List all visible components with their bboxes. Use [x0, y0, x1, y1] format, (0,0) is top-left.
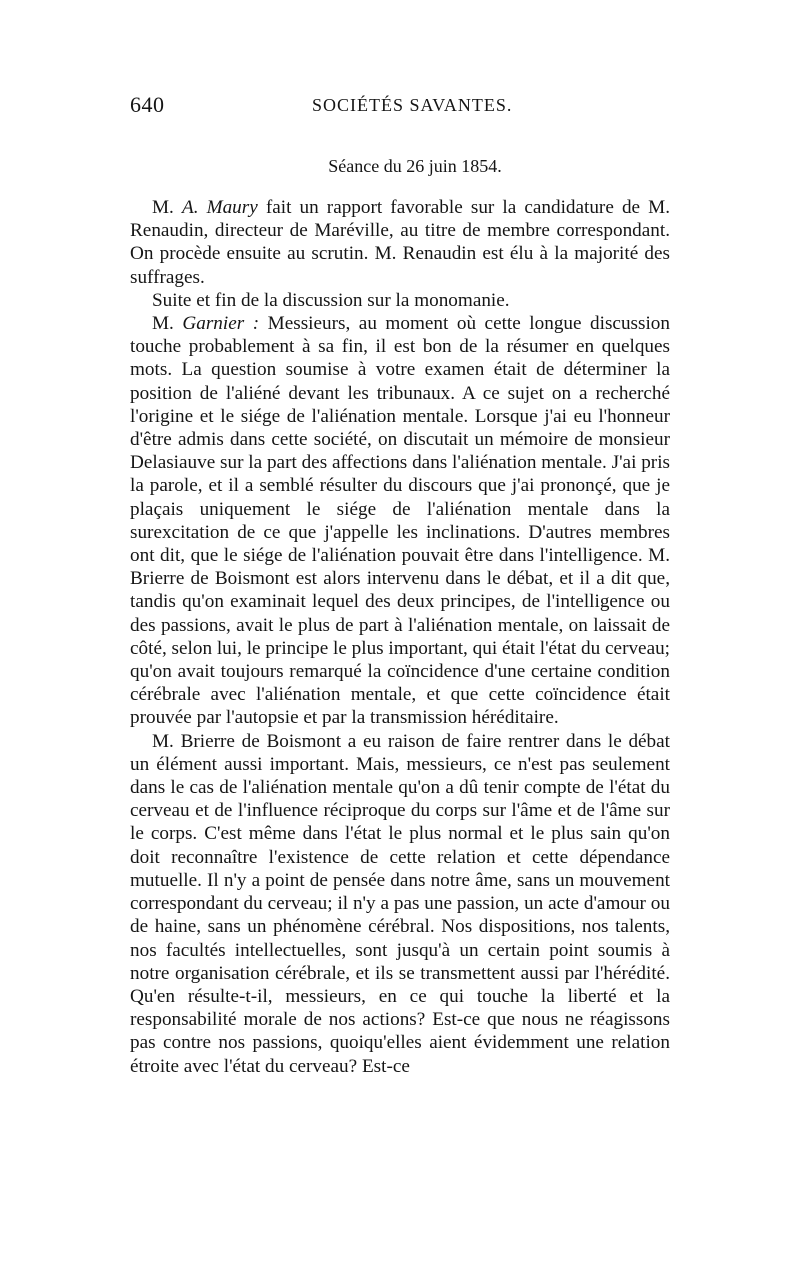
speaker-name: A. Maury: [181, 197, 258, 218]
paragraph-text: Suite et fin de la discussion sur la monomanie.: [152, 289, 510, 311]
paragraph-text: fait un rapport favorable sur la candidature de M. Renaudin, directeur de Maréville, au titre de membre correspondant. On procède ensuite au scrutin. M. Renaudin est élu à la majorité des suffrages.: [130, 197, 671, 288]
page-header: [130, 92, 670, 122]
session-title: Séance du 26 juin 1854.: [328, 156, 502, 176]
running-head: SOCIÉTÉS SAVANTES.: [312, 95, 513, 115]
speaker-prefix: M.: [152, 197, 182, 218]
paragraph-discussion-topic: [130, 289, 670, 312]
speaker-name: Garnier :: [182, 313, 260, 335]
paragraph-text: Messieurs, au moment où cette longue discussion touche probablement à sa fin, il est bon de la résumer en quelques mots. La question soumise à votre examen était de déterminer la position de l'aliéné devant les tribunaux. A ce sujet on a recherché l'origine et le siége de l'aliénation mentale. Lorsque j'ai eu l'honneur d'être admis dans cette société, on discutait un mémoire de monsieur Delasiauve sur la part des affections dans l'aliénation mentale. J'ai pris la parole, et il a semblé résulter du discours que j'ai prononçé, que je plaçais uniquement le siége de l'aliénation mentale dans la surexcitation de ce que j'appelle les inclinations. D'autres membres ont dit, que le siége de l'aliénation pouvait être dans l'intelligence. M. Brierre de Boismont est alors intervenu dans le débat, et il a dit que, tandis qu'on examinait lequel des deux principes, de l'intelligence ou des passions, avait le plus de part à l'aliénation mentale, on laissait de côté, selon lui, le principe le plus important, qui était l'état du cerveau; qu'on avait toujours remarqué la coïncidence d'une certaine condition cérébrale avec l'aliénation mentale, et que cette coïncidence était prouvée par l'autopsie et par la transmission héréditaire.: [130, 313, 671, 729]
paragraph-maury-report: [130, 196, 670, 289]
paragraph-text: M. Brierre de Boismont a eu raison de faire rentrer dans le débat un élément aussi important. Mais, messieurs, ce n'est pas seulement dans le cas de l'aliénation mentale qu'on a dû tenir compte de l'état du cerveau et de l'influence réciproque du corps sur l'âme et de l'âme sur le corps. C'est même dans l'état le plus normal et le plus sain qu'on doit reconnaître l'existence de cette relation et cette dépendance mutuelle. Il n'y a point de pensée dans notre âme, sans un mouvement correspondant du cerveau; il n'y a pas une passion, un acte d'amour ou de haine, sans un phénomène cérébral. Nos dispositions, nos talents, nos facultés intellectuelles, sont jusqu'à un certain point soumis à notre organisation cérébrale, et ils se transmettent aussi par l'hérédité. Qu'en résulte-t-il, messieurs, en ce qui touche la liberté et la responsabilité morale de nos actions? Est-ce que nous ne réagissons pas contre nos passions, quoiqu'elles aient évidemment une relation étroite avec l'état du cerveau? Est-ce: [130, 730, 670, 1077]
body-text: [130, 196, 670, 1078]
paragraph-brierre-argument: [130, 730, 670, 1078]
paragraph-garnier-speech: [130, 312, 670, 730]
page-number: 640: [130, 92, 165, 117]
speaker-prefix: M.: [152, 313, 183, 335]
